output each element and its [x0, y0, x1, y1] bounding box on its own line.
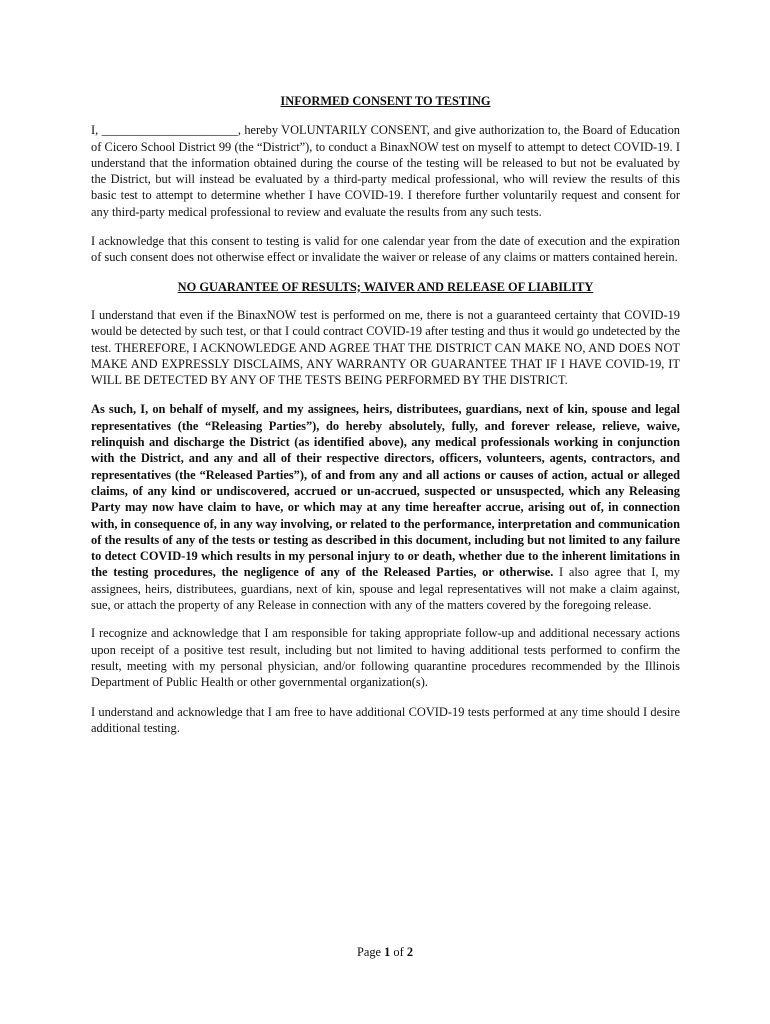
- no-guarantee-paragraph: I understand that even if the BinaxNOW test is performed on me, there is not a guaranteed certainty that COVID-19 would be detected by such test, or that I could contract COVID-19 after testing and thus it would go undetected by the test. THEREFORE, I ACKNOWLEDGE AND AGREE THAT THE DISTRICT CAN MAKE NO, AND DOES NOT MAKE AND EXPRESSLY DISCLAIMS, ANY WARRANTY OR GUARANTEE THAT IF I HAVE COVID-19, IT WILL BE DETECTED BY ANY OF THE TESTS BEING PERFORMED BY THE DISTRICT.: [91, 307, 680, 388]
- validity-paragraph: I acknowledge that this consent to testing is valid for one calendar year from the date of execution and the expiration of such consent does not otherwise effect or invalidate the waiver or release of any claims or matters contained herein.: [91, 234, 680, 265]
- page-number: [0, 944, 770, 960]
- document-body: [91, 93, 680, 736]
- responsibility-paragraph: I recognize and acknowledge that I am responsible for taking appropriate follow-up and additional necessary actions upon receipt of a positive test result, including but not limited to having additional tests performed to confirm the result, meeting with my personal physician, and/or following quarantine procedures recommended by the Illinois Department of Public Health or other governmental organization(s).: [91, 626, 680, 690]
- consent-paragraph: [91, 122, 680, 220]
- consent-paragraph-rest: , hereby VOLUNTARILY CONSENT, and give authorization to, the Board of Education of Cicero School District 99 (the “District”), to conduct a BinaxNOW test on myself to attempt to detect COVID-19. I understand that the information obtained during the course of the testing will be released to but not be evaluated by the District, but will instead be evaluated by a third-party medical professional, who will review the results of this basic test to attempt to determine whether I have COVID-19. I therefore further voluntarily request and consent for any third-party medical professional to review and evaluate the results from any such tests.: [91, 123, 680, 219]
- document-title: INFORMED CONSENT TO TESTING: [280, 94, 491, 108]
- release-paragraph: [91, 401, 680, 613]
- consent-paragraph-start: I,: [91, 123, 102, 138]
- waiver-heading: NO GUARANTEE OF RESULTS; WAIVER AND RELEASE OF LIABILITY: [177, 279, 594, 294]
- page-of: of: [390, 945, 407, 959]
- page-label: Page: [356, 945, 385, 959]
- additional-testing-paragraph: I understand and acknowledge that I am free to have additional COVID-19 tests performed at any time should I desire additional testing.: [91, 704, 680, 735]
- release-paragraph-normal: I also agree that I, my assignees, heirs, distributees, guardians, next of kin, spouse and legal representatives will not make a claim against, sue, or attach the property of any Release in connection with any of the matters covered by the foregoing release.: [91, 565, 680, 613]
- page-total: 2: [406, 945, 414, 959]
- name-blank-line: ______________________: [101, 123, 238, 138]
- release-paragraph-bold: As such, I, on behalf of myself, and my assignees, heirs, distributees, guardians, next of kin, spouse and legal representatives (the “Releasing Parties”), do hereby absolutely, fully, and forever release, relieve, waive, relinquish and discharge the District (as identified above), any medical professionals working in conjunction with the District, and any and all of their respective directors, officers, volunteers, agents, contractors, and representatives (the “Released Parties”), of and from any and all actions or causes of action, actual or alleged claims, of any kind or undiscovered, accrued or un-accrued, suspected or unsuspected, which any Releasing Party may now have claim to have, or which may at any time hereafter accrue, arising out of, in connection with, in consequence of, in any way involving, or related to the performance, interpretation and communication of the results of any of the tests or testing as described in this document, including but not limited to any failure to detect COVID-19 which results in my personal injury to or death, whether due to the inherent limitations in the testing procedures, the negligence of any of the Released Parties, or otherwise.: [91, 402, 680, 580]
- page-current: 1: [384, 945, 391, 959]
